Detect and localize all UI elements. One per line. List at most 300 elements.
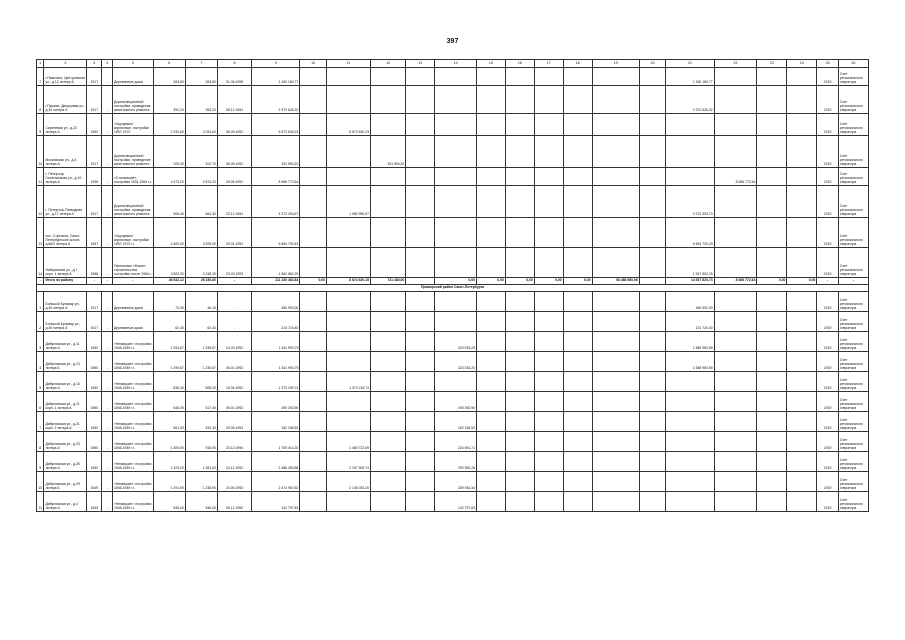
table-cell: [757, 186, 787, 218]
table-cell: [300, 168, 327, 186]
table-row: [37, 312, 869, 332]
table-cell: [534, 432, 563, 452]
table-cell: 480 992,00: [666, 292, 714, 312]
table-cell: [534, 312, 563, 332]
column-header: 26: [838, 60, 868, 68]
table-cell: 2019: [817, 352, 838, 372]
table-cell: [563, 168, 592, 186]
table-cell: [787, 412, 817, 432]
table-cell: [534, 68, 563, 86]
table-cell: 162 156,92: [252, 412, 300, 432]
table-cell: Счет регионального оператора: [838, 392, 868, 412]
table-cell: [435, 136, 477, 168]
column-header: 8: [217, 60, 251, 68]
table-cell: 224 691,71: [435, 432, 477, 452]
table-cell: 8 656 772,64: [714, 168, 757, 186]
table-cell: 1 588 960,59: [666, 352, 714, 372]
table-cell: 1 962 562,29: [252, 248, 300, 278]
table-cell: Счет регионального оператора: [838, 492, 868, 512]
table-cell: [435, 372, 477, 392]
table-cell: 1917: [87, 186, 102, 218]
table-cell: [505, 472, 534, 492]
table-cell: г. Петергоф, Разводная ул., д.17 литера А: [44, 186, 87, 218]
table-cell: 1917: [87, 292, 102, 312]
table-cell: 1 947 562,29: [666, 248, 714, 278]
table-cell: «Сталинские», постройки 1931-1954 г.г.: [113, 168, 154, 186]
table-row: [37, 68, 869, 86]
table-cell: [505, 186, 534, 218]
table-cell: Дибуновская ул., д.23 литера А: [44, 432, 87, 452]
table-cell: 1917: [87, 136, 102, 168]
column-header: 12: [370, 60, 405, 68]
table-cell: [406, 114, 435, 136]
table-cell: Дореволюционной постройки, проведение капитального ремонта: [113, 86, 154, 114]
table-cell: 0,00: [505, 278, 534, 285]
table-cell: [534, 86, 563, 114]
table-cell: 7: [37, 412, 44, 432]
table-cell: 29.06.1993: [217, 412, 251, 432]
table-cell: 546,00: [185, 492, 217, 512]
table-cell: 08.12.1994: [217, 86, 251, 114]
table-cell: Счет регионального оператора: [838, 218, 868, 248]
table-cell: 636,30: [153, 372, 185, 392]
table-cell: [666, 372, 714, 392]
table-cell: [370, 68, 405, 86]
table-cell: [534, 136, 563, 168]
table-cell: [476, 292, 505, 312]
table-cell: 1957: [87, 218, 102, 248]
table-cell: [757, 218, 787, 248]
table-cell: 26 230,60: [185, 278, 217, 285]
table-cell: 2 488 452,88: [252, 452, 300, 472]
column-header: 17: [534, 60, 563, 68]
table-cell: [563, 218, 592, 248]
table-cell: 1 295,67: [153, 352, 185, 372]
table-cell: [714, 136, 757, 168]
table-cell: Счет регионального оператора: [838, 452, 868, 472]
table-cell: 0,00: [300, 278, 327, 285]
table-cell: [592, 114, 639, 136]
table-cell: [476, 352, 505, 372]
table-row: [37, 218, 869, 248]
table-cell: [476, 392, 505, 412]
table-cell: Счет регионального оператора: [838, 472, 868, 492]
table-cell: -: [102, 278, 113, 285]
table-cell: [300, 68, 327, 86]
table-cell: 2 197 500,74: [327, 452, 371, 472]
column-header: 15: [476, 60, 505, 68]
column-header: 16: [505, 60, 534, 68]
table-cell: -: [217, 292, 251, 312]
table-cell: [592, 412, 639, 432]
table-cell: [757, 86, 787, 114]
table-cell: 2 474 967,62: [252, 472, 300, 492]
table-cell: 0,00: [563, 278, 592, 285]
table-cell: [370, 312, 405, 332]
table-cell: Большой Бульвар ул., д.30 литера А: [44, 292, 87, 312]
table-cell: 10: [37, 472, 44, 492]
table-cell: 2019: [817, 186, 838, 218]
table-cell: 1949: [87, 472, 102, 492]
table-cell: 2019: [817, 312, 838, 332]
table-cell: Счет регионального оператора: [838, 114, 868, 136]
table-cell: 1 235,67: [185, 352, 217, 372]
table-cell: [787, 432, 817, 452]
table-cell: [592, 472, 639, 492]
table-cell: [787, 332, 817, 352]
table-cell: [327, 168, 371, 186]
table-cell: Счет регионального оператора: [838, 86, 868, 114]
table-cell: [639, 248, 666, 278]
table-cell: -: [37, 278, 44, 285]
table-cell: [300, 248, 327, 278]
table-cell: [327, 86, 371, 114]
table-cell: [300, 332, 327, 352]
table-cell: Счет регионального оператора: [838, 292, 868, 312]
table-cell: 111 230 452,84: [252, 278, 300, 285]
table-cell: [563, 136, 592, 168]
table-cell: Дибуновская ул., д.21 корп. 1 литера А: [44, 392, 87, 412]
table-cell: 1 323,00: [153, 452, 185, 472]
table-cell: 2019: [817, 86, 838, 114]
table-cell: 323 033,20: [435, 332, 477, 352]
table-cell: 1 589 960,59: [666, 332, 714, 352]
table-cell: 1958: [87, 248, 102, 278]
table-cell: 2019: [817, 248, 838, 278]
table-cell: [505, 412, 534, 432]
table-cell: [639, 452, 666, 472]
table-cell: [563, 392, 592, 412]
table-cell: [563, 492, 592, 512]
table-cell: [476, 114, 505, 136]
table-cell: [476, 432, 505, 452]
table-cell: [300, 392, 327, 412]
table-cell: [406, 372, 435, 392]
table-cell: [639, 392, 666, 412]
table-cell: [757, 432, 787, 452]
table-cell: 329 934,34: [435, 472, 477, 492]
table-cell: Итого по району: [44, 278, 87, 285]
table-cell: [406, 492, 435, 512]
table-cell: [370, 412, 405, 432]
table-cell: 2019: [817, 432, 838, 452]
table-cell: [666, 472, 714, 492]
table-cell: 05.12.1950: [217, 492, 251, 512]
table-cell: [787, 168, 817, 186]
table-cell: 4 400,00: [153, 218, 185, 248]
table-cell: [666, 492, 714, 512]
table-cell: [534, 168, 563, 186]
table-cell: [666, 412, 714, 432]
table-cell: [406, 432, 435, 452]
table-cell: [714, 86, 757, 114]
table-cell: 1 263,00: [185, 452, 217, 472]
table-cell: [435, 114, 477, 136]
table-cell: 608,20: [185, 372, 217, 392]
table-cell: [787, 186, 817, 218]
table-cell: -: [102, 472, 113, 492]
column-header: 24: [787, 60, 817, 68]
table-cell: «Немецкие», постройки 1945-1949 г.г.: [113, 452, 154, 472]
column-header: 25: [817, 60, 838, 68]
table-cell: [505, 492, 534, 512]
table-row: [37, 114, 869, 136]
table-cell: -: [838, 278, 868, 285]
table-cell: 2019: [817, 392, 838, 412]
table-cell: 390,20: [153, 86, 185, 114]
table-cell: 3: [37, 332, 44, 352]
table-cell: -: [102, 248, 113, 278]
table-cell: Дореволюционной постройки, проведение капитального ремонта: [113, 136, 154, 168]
table-cell: 2 370 626,32: [666, 86, 714, 114]
table-cell: [787, 292, 817, 312]
table-cell: 480 992,00: [252, 292, 300, 312]
table-cell: [639, 218, 666, 248]
table-cell: 2019: [817, 114, 838, 136]
table-cell: 646,40: [153, 392, 185, 412]
table-cell: 664,30: [185, 186, 217, 218]
table-cell: [639, 68, 666, 86]
table-cell: -: [817, 278, 838, 285]
table-cell: [534, 412, 563, 432]
table-cell: [757, 312, 787, 332]
table-cell: [592, 352, 639, 372]
table-cell: [714, 492, 757, 512]
table-cell: 22.12.1994: [217, 186, 251, 218]
table-cell: 2019: [817, 332, 838, 352]
table-cell: [563, 292, 592, 312]
table-cell: [666, 392, 714, 412]
table-cell: [406, 168, 435, 186]
table-cell: Деревянные дома: [113, 292, 154, 312]
table-cell: -: [217, 278, 251, 285]
table-cell: г. Петергоф, Госпитальная ул., д.10 литера А: [44, 168, 87, 186]
register-table: [36, 59, 869, 512]
table-cell: [757, 352, 787, 372]
table-cell: [639, 312, 666, 332]
table-cell: [406, 136, 435, 168]
table-cell: [534, 186, 563, 218]
table-cell: Дибуновская ул., д.11 литера А: [44, 332, 87, 352]
table-cell: «Хрущевки» кирпичные, постройки 1957-1970 г.г.: [113, 218, 154, 248]
table-cell: [757, 412, 787, 432]
table-cell: [714, 218, 757, 248]
table-cell: [563, 432, 592, 452]
table-cell: [406, 352, 435, 372]
table-cell: 11: [37, 168, 44, 186]
table-cell: [534, 114, 563, 136]
table-cell: Дореволюционной постройки, проведение капитального ремонта: [113, 186, 154, 218]
table-cell: [435, 248, 477, 278]
table-cell: [435, 292, 477, 312]
table-cell: 2019: [817, 168, 838, 186]
table-cell: [534, 352, 563, 372]
table-cell: [327, 248, 371, 278]
table-cell: [592, 186, 639, 218]
table-cell: Счет регионального оператора: [838, 312, 868, 332]
table-cell: 2 024,60: [185, 114, 217, 136]
table-cell: [406, 68, 435, 86]
table-cell: [300, 432, 327, 452]
table-cell: [406, 332, 435, 352]
table-cell: [300, 114, 327, 136]
table-cell: [406, 472, 435, 492]
table-cell: [406, 392, 435, 412]
column-header: 9: [252, 60, 300, 68]
table-cell: [666, 136, 714, 168]
table-cell: Московская ул., д.3 литера А: [44, 136, 87, 168]
table-cell: 6 673 630,23: [327, 114, 371, 136]
table-cell: 142 797,83: [435, 492, 477, 512]
table-cell: [476, 412, 505, 432]
table-cell: -: [102, 372, 113, 392]
table-cell: 2 232,60: [153, 114, 185, 136]
table-cell: 1950: [87, 412, 102, 432]
table-cell: Счет регионального оператора: [838, 432, 868, 452]
table-cell: [534, 248, 563, 278]
table-cell: [563, 114, 592, 136]
table-cell: -: [113, 278, 154, 285]
table-cell: [406, 278, 435, 285]
table-row: [37, 136, 869, 168]
table-cell: [406, 186, 435, 218]
table-cell: [787, 86, 817, 114]
table-cell: [300, 136, 327, 168]
table-cell: Счет регионального оператора: [838, 412, 868, 432]
table-cell: [639, 292, 666, 312]
table-cell: [563, 86, 592, 114]
table-cell: [666, 168, 714, 186]
table-cell: [476, 186, 505, 218]
table-cell: [370, 186, 405, 218]
table-row: [37, 186, 869, 218]
table-cell: 10: [37, 136, 44, 168]
table-cell: 2019: [817, 218, 838, 248]
table-cell: 62,40: [153, 312, 185, 332]
column-header: 2: [44, 60, 87, 68]
table-cell: г.Павловск, Центральная ул., д.12 литера А: [44, 68, 87, 86]
table-cell: [327, 352, 371, 372]
table-cell: 1950: [87, 452, 102, 472]
table-cell: -: [102, 114, 113, 136]
table-cell: [757, 472, 787, 492]
column-header: 14: [435, 60, 477, 68]
column-header: 3: [87, 60, 102, 68]
table-cell: [714, 352, 757, 372]
table-cell: -: [102, 432, 113, 452]
table-cell: [563, 312, 592, 332]
total-row: [37, 278, 869, 285]
table-cell: 511 594,20: [252, 136, 300, 168]
table-cell: [406, 412, 435, 432]
table-cell: [639, 432, 666, 452]
table-cell: [534, 332, 563, 352]
table-cell: 162 156,92: [435, 412, 477, 432]
table-cell: 190 392,90: [252, 392, 300, 412]
table-cell: [300, 412, 327, 432]
table-cell: [787, 472, 817, 492]
table-cell: [592, 332, 639, 352]
table-cell: -: [102, 168, 113, 186]
table-cell: [757, 168, 787, 186]
table-cell: 102,70: [185, 136, 217, 168]
column-header: 4: [102, 60, 113, 68]
table-cell: -: [102, 392, 113, 412]
table-cell: [435, 68, 477, 86]
table-cell: Дибуновская ул., д.15 литера А: [44, 372, 87, 392]
district-title: Приморский район Санкт-Петербурга: [37, 285, 869, 292]
table-cell: [370, 452, 405, 472]
table-cell: 1949: [87, 492, 102, 512]
column-header: 5: [113, 60, 154, 68]
table-cell: 2019: [817, 452, 838, 472]
table-cell: Счет регионального оператора: [838, 372, 868, 392]
table-cell: [300, 86, 327, 114]
table-cell: 1 611 993,79: [252, 352, 300, 372]
table-cell: 0,00: [435, 278, 477, 285]
table-cell: -: [102, 218, 113, 248]
table-cell: 05.01.1992: [217, 392, 251, 412]
table-cell: 1960: [87, 114, 102, 136]
table-cell: 25.06.1992: [217, 168, 251, 186]
table-cell: «Немецкие», постройки 1945-1949 г.г.: [113, 332, 154, 352]
table-cell: [563, 68, 592, 86]
table-cell: 4: [37, 352, 44, 372]
table-cell: [592, 312, 639, 332]
table-cell: 1917: [87, 86, 102, 114]
table-cell: 190 392,90: [435, 392, 477, 412]
table-cell: -: [102, 452, 113, 472]
table-cell: -: [102, 292, 113, 312]
column-header: 1: [37, 60, 44, 68]
table-cell: 06.01.1992: [217, 352, 251, 372]
table-cell: 3 473,20: [153, 168, 185, 186]
table-cell: [505, 168, 534, 186]
table-cell: [476, 312, 505, 332]
column-header: 11: [327, 60, 371, 68]
table-cell: 24.06.1993: [217, 472, 251, 492]
table-cell: [639, 136, 666, 168]
table-cell: [757, 452, 787, 472]
table-cell: [370, 392, 405, 412]
table-cell: [639, 168, 666, 186]
table-cell: [563, 412, 592, 432]
table-cell: 9: [37, 452, 44, 472]
table-cell: 5: [37, 372, 44, 392]
table-cell: Большой Бульвар ул., д.40 литера А: [44, 312, 87, 332]
table-cell: 1936: [87, 168, 102, 186]
table-cell: [714, 452, 757, 472]
table-cell: [327, 136, 371, 168]
table-cell: 1917: [87, 68, 102, 86]
table-cell: [787, 452, 817, 472]
table-cell: [300, 452, 327, 472]
column-header-row: [37, 60, 869, 68]
table-cell: [757, 392, 787, 412]
table-cell: 15.04.1992: [217, 372, 251, 392]
table-cell: 8: [37, 432, 44, 452]
table-cell: 632,30: [185, 412, 217, 432]
table-cell: [563, 332, 592, 352]
table-row: [37, 292, 869, 312]
table-cell: 323 033,20: [435, 352, 477, 372]
table-cell: 214 724,40: [252, 312, 300, 332]
table-cell: пос. Стрельна, Санкт-Петербургское шоссе, д.66/2 литера А: [44, 218, 87, 248]
table-cell: [534, 292, 563, 312]
table-cell: -: [87, 278, 102, 285]
table-cell: [639, 278, 666, 285]
table-cell: 1950: [87, 332, 102, 352]
